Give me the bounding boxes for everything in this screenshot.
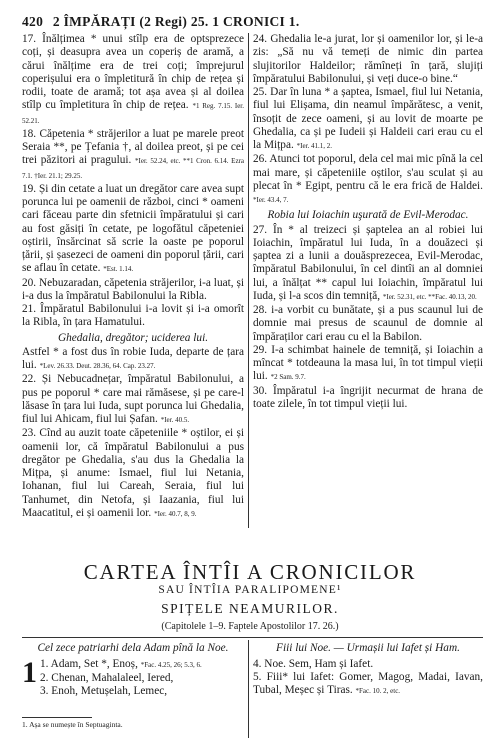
verse [22, 33, 244, 128]
verse [253, 86, 483, 153]
cross-reference: *Lev. 26.33. Deut. 28.36, 64. Cap. 23.27. [39, 362, 156, 370]
verse [253, 153, 483, 207]
chapter-reference: (Capitolele 1–9. Faptele Apostolilor 17. 26.) [161, 621, 339, 632]
verse-text: Astfel * a fost dus în robie Iuda, departe de țara lui. [22, 345, 244, 371]
column-rule-lower [248, 640, 249, 738]
book-title: CARTEA ÎNTÎI A CRONICILOR [83, 560, 417, 584]
verse-text: 22. Și Nebucadnețar, împăratul Babilonului, a pus pe poporul * care mai rămăsese, și pe care-l lăsase în țara lui Iuda, supt porunca lui Ghedalia, fiul lui Ahicam, fiul lui Șafan. [22, 373, 244, 425]
verse [253, 344, 483, 385]
cross-reference: *Fac. 10. 2, etc. [355, 687, 401, 695]
verse-text: 26. Atunci tot poporul, dela cel mai mic pînă la cel mai mare, și căpeteniile oștilor, s'au sculat și au plecat în * Egipt, pentru că le era frică de Haldei. [253, 153, 483, 192]
verse [22, 303, 244, 330]
cross-reference: *2 Sam. 9.7. [270, 373, 306, 382]
verse-text: 29. I-a schimbat hainele de temniță, și Ioiachin a mîncat * totdeauna la masa lui, în tot timpul vieții lui. [253, 343, 483, 383]
cross-reference: *Ier. 40.7, 8, 9. [154, 509, 197, 518]
verse [22, 277, 244, 304]
cross-reference: *Ier. 52.24, etc. **1 Cron. 6.14. Ezra 7.1. †Ier. 21.1; 29.25. [22, 157, 244, 180]
verse-text: 19. Și din cetate a luat un dregător care avea supt porunca lui pe oamenii de război, cinci * oameni cari făceau parte din sfetnicii împăratului și cari au fost găsiți în cetate, pe logofătul căpeteniei oștirii, însărcinat să scrie la oaste pe poporul țării, și șasezeci de oameni din poporul țării, cari se aflau în cetate. [22, 182, 244, 275]
cross-reference: *Est. 1.14. [103, 265, 134, 274]
section-heading-patriarchs: Cel zece patriarhi dela Adam pînă la Noe. [37, 642, 229, 654]
page-header [22, 14, 300, 30]
verse-text: 28. i-a vorbit cu bunătate, și a pus scaunul lui de domnie mai presus de scaunul de domnie al împăraților cari erau cu el la Babilon. [253, 304, 483, 343]
verse [22, 658, 244, 672]
page-number: 420 [22, 14, 44, 29]
verse [22, 346, 244, 374]
bottom-left-column [22, 642, 244, 698]
book-subtitle: SAU ÎNTÎIA PARALIPOMENE¹ [158, 584, 342, 596]
verse [22, 183, 244, 277]
verse-text: 4. Noe. Sem, Ham și Iafet. [253, 657, 374, 670]
verse-text: 27. În * al treizeci și șaptelea an al robiei lui Ioiachin, împăratul lui Iuda, în a douăzeci și șaptea zi a lunii a douăsprezecea, Evil-Merodac, împăratul Babilonului, în cel dintîi an al domniei lui, a înălțat ** capul lui Ioiachin, împăratul lui Iuda, și l-a scos din temniță, [253, 223, 483, 302]
verse-text: 25. Dar în luna * a șaptea, Ismael, fiul lui Netania, fiul lui Elișama, din neamul împărătesc, a venit, însoțit de zece oameni, și au lovit de moarte pe Ghedalia, ca și pe Iudeii și Haldeii cari erau cu el la Mițpa. [253, 86, 483, 151]
verse [253, 385, 483, 412]
cross-reference: *Ier. 40.5. [160, 416, 190, 424]
verse-text: 3. Enoh, Metușelah, Lemec, [40, 685, 168, 697]
section-heading: Ghedalia, dregător; uciderea lui. [57, 331, 209, 344]
verse-text: 1. Adam, Set *, Enoș, [40, 657, 138, 670]
verse [253, 224, 483, 305]
verse-text: 21. Împăratul Babilonului i-a lovit și i-a omorît la Ribla, în țara Hamatului. [22, 303, 244, 329]
verse [22, 672, 244, 685]
running-title: 2 ÎMPĂRAȚI (2 Regi) 25. 1 CRONICI 1. [52, 14, 300, 29]
section-heading: Robia lui Ioiachin uşurată de Evil-Merodac. [267, 209, 469, 222]
section-heading-noah: Fiii lui Noe. — Urmașii lui Iafet și Ham. [276, 642, 460, 654]
verse [22, 685, 244, 698]
verse [22, 427, 244, 521]
patriarch-verses [22, 655, 244, 699]
verse [22, 128, 244, 183]
verse-text: 17. Înălțimea * unui stîlp era de optsprezece coți, și deasupra avea un coperiș de aramă, a cărui înălțime era de trei coți; împrejurul coperișului era o împletitură în chip de rețea și rodii, toate de aramă; tot așa avea și al doilea stîlp cu împletitura în chip de rețea. [22, 33, 244, 112]
verse [253, 304, 483, 344]
verse-text: 20. Nebuzaradan, căpetenia străjerilor, i-a luat, și i-a dus la împăratul Babilonului la Ribla. [22, 276, 244, 302]
footnote-rule [22, 717, 92, 718]
verse-text: 30. Împăratul i-a îngrijit necurmat de hrana de toate zilele, în tot timpul vieții lui. [253, 384, 483, 410]
verse [253, 33, 483, 86]
bottom-right-column [253, 642, 483, 698]
cross-reference: *Ier. 52.31, etc. **Fac. 40.13, 20. [382, 292, 477, 301]
cross-reference: *Fac. 4.25, 26; 5.3, 6. [140, 660, 202, 669]
cross-reference: *Ier. 41.1, 2. [296, 142, 333, 150]
verse-text: 2. Chenan, Mahalaleel, Iered, [40, 671, 174, 684]
verse-text: 18. Căpetenia * străjerilor a luat pe marele preot Seraia **, pe Țefania †, al doilea preot, și pe cei trei păzitori ai pragului. [22, 127, 244, 167]
verse [22, 373, 244, 427]
cross-reference: *Ier. 43.4, 7. [253, 196, 289, 204]
left-column [22, 33, 244, 521]
column-rule [248, 33, 249, 528]
footnote: 1. Așa se numește în Septuaginta. [22, 720, 123, 729]
book-subtitle-2: SPIȚELE NEAMURILOR. [161, 601, 339, 616]
right-column [253, 33, 483, 411]
verse-text: 23. Cînd au auzit toate căpeteniile * oștilor, ei și oamenii lor, că împăratul Babilonului a pus dregător pe Ghedalia, s'au dus la Ghedalia la Mițpa, și anume: Ismael, fiul lui Netania, Iohanan, fiul lui Careah, Seraia, fiul lui Tanhumet, din Netofa, și Iaazania, fiul lui Maacatitul, ei și oamenii lor. [22, 427, 244, 519]
verse-text: 24. Ghedalia le-a jurat, lor și oamenilor lor, și le-a zis: „Să nu vă temeți de nimic din partea slujitorilor Haldeilor; rămîneți în țară, slujiți împăratului Babilonului, și veți duce-o bine.“ [253, 33, 483, 85]
cross-reference: *1 Reg. 7.15. Ier. 52.21. [22, 102, 244, 125]
noah-verses [253, 658, 483, 699]
verse-text: 5. Fiii* lui Iafet: Gomer, Magog, Madai, Iavan, Tubal, Meșec și Tiras. [253, 670, 483, 696]
section-rule [22, 637, 483, 638]
chapter-drop-cap: 1 [22, 655, 37, 689]
verse [253, 671, 483, 699]
verse [253, 658, 483, 671]
